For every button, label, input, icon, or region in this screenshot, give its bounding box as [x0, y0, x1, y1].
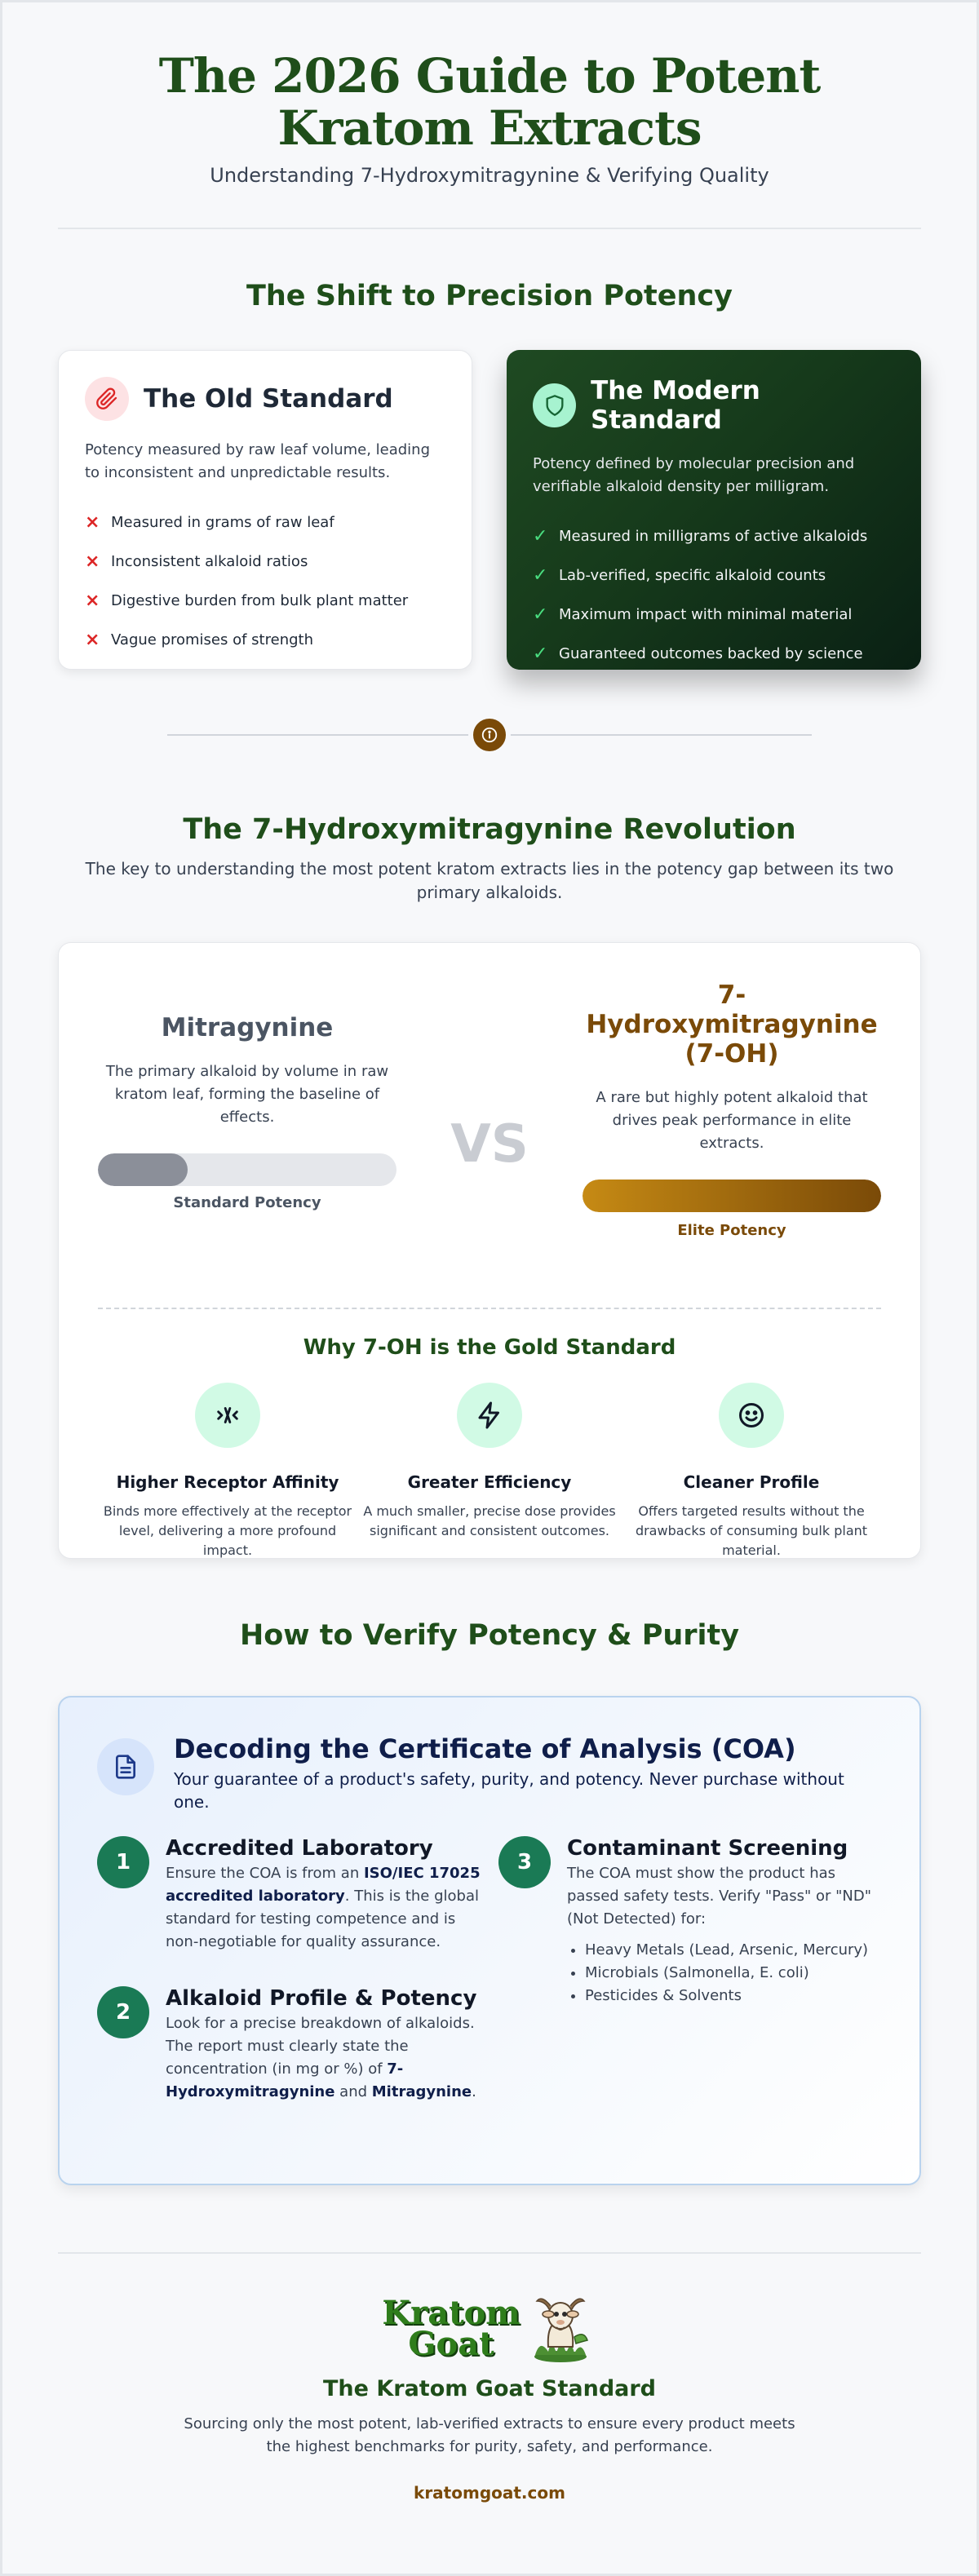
step-accredited-lab: 1 Accredited Laboratory Ensure the COA is from an ISO/IEC 17025 accredited laboratory. This is the global standard for testing competence and is non-negotiable for quality assurance. — [97, 1836, 481, 1954]
modern-standard-card — [507, 350, 921, 670]
step-number: 3 — [498, 1836, 551, 1888]
revolution-section-title: The 7-Hydroxymitragynine Revolution — [183, 813, 796, 846]
why-title: Why 7-OH is the Gold Standard — [303, 1335, 676, 1360]
mitragynine-description: The primary alkaloid by volume in raw kratom leaf, forming the baseline of effects. — [105, 1063, 389, 1126]
list-item: × Vague promises of strength — [85, 629, 313, 650]
hero-header — [58, 2, 921, 187]
benefit-receptor-affinity: Higher Receptor Affinity Binds more effectively at the receptor level, delivering a more profound impact. — [98, 1383, 357, 1560]
hydroxymitragynine-description: A rare but highly potent alkaloid that drives peak performance in elite extracts. — [596, 1089, 868, 1152]
section-divider — [58, 714, 921, 756]
step-alkaloid-profile: 2 Alkaloid Profile & Potency Look for a precise breakdown of alkaloids. The report must clearly state the concentration (in mg or %) of 7-Hydroxymitragynine and Mitragynine. — [97, 1986, 481, 2104]
old-standard-list — [85, 502, 445, 659]
list-item: • Microbials (Salmonella, E. coli) — [585, 1962, 882, 1985]
list-item: ✓ Maximum impact with minimal material — [533, 604, 853, 625]
mitragynine-title: Mitragynine — [161, 1013, 334, 1042]
footer — [58, 2291, 921, 2503]
shift-section-title: The Shift to Precision Potency — [246, 280, 733, 312]
modern-standard-title: The Modern Standard — [591, 376, 760, 435]
coa-card — [58, 1696, 921, 2185]
dashed-divider — [98, 1308, 881, 1309]
lightning-icon — [457, 1383, 522, 1448]
x-icon: × — [85, 511, 100, 533]
paperclip-icon — [85, 377, 129, 421]
footer-divider — [58, 2252, 921, 2254]
goat-mascot-icon — [524, 2290, 597, 2368]
list-item: × Digestive burden from bulk plant matter — [85, 590, 409, 611]
alkaloid-comparison-card — [58, 942, 921, 1559]
header-divider — [58, 228, 921, 229]
x-icon: × — [85, 629, 100, 650]
check-icon: ✓ — [533, 643, 548, 664]
hydroxymitragynine-panel — [583, 980, 881, 1239]
benefit-clean-profile: Cleaner Profile Offers targeted results without the drawbacks of consuming bulk plant material. — [622, 1383, 881, 1560]
list-item: ✓ Lab-verified, specific alkaloid counts — [533, 564, 826, 586]
coa-subtitle: Your guarantee of a product's safety, purity, and potency. Never purchase without one. — [174, 1769, 844, 1812]
hydroxymitragynine-potency-bar — [583, 1180, 881, 1212]
info-icon — [468, 714, 511, 756]
check-icon: ✓ — [533, 604, 548, 625]
step-contaminant-screening: 3 Contaminant Screening The COA must show the product has passed safety tests. Verify "Pass" or "ND" (Not Detected) for: • Heavy Metals (Lead, Arsenic, Mercury) • Microbials (Salmonella, E. coli) • Pesticides & Solvents — [498, 1836, 882, 2007]
check-icon: ✓ — [533, 525, 548, 547]
hydroxymitragynine-title: 7- Hydroxymitragynine (7-OH) — [586, 980, 878, 1069]
website-link[interactable]: kratomgoat.com — [414, 2483, 565, 2503]
list-item: • Heavy Metals (Lead, Arsenic, Mercury) — [585, 1939, 882, 1962]
versus-label: VS — [450, 1114, 529, 1175]
x-icon: × — [85, 590, 100, 611]
list-item: × Measured in grams of raw leaf — [85, 511, 334, 533]
mitragynine-panel — [98, 980, 396, 1211]
list-item: × Inconsistent alkaloid ratios — [85, 551, 308, 572]
document-icon — [97, 1738, 154, 1795]
benefit-efficiency: Greater Efficiency A much smaller, precise dose provides significant and consistent outcomes. — [360, 1383, 619, 1560]
old-standard-card — [58, 350, 472, 670]
coa-title: Decoding the Certificate of Analysis (COA) — [174, 1733, 796, 1764]
check-icon: ✓ — [533, 564, 548, 586]
modern-standard-description: Potency defined by molecular precision and verifiable alkaloid density per milligram. — [533, 455, 855, 495]
footer-title: The Kratom Goat Standard — [322, 2376, 657, 2401]
modern-standard-list — [533, 516, 895, 673]
receptor-icon — [195, 1383, 260, 1448]
list-item: ✓ Measured in milligrams of active alkaloids — [533, 525, 868, 547]
footer-text: Sourcing only the most potent, lab-verified extracts to ensure every product meets the highest benchmarks for purity, safety, and performance. — [184, 2415, 795, 2455]
old-standard-description: Potency measured by raw leaf volume, leading to inconsistent and unpredictable results. — [85, 441, 431, 481]
x-icon: × — [85, 551, 100, 572]
hydroxymitragynine-potency-label: Elite Potency — [677, 1222, 786, 1239]
shield-icon — [533, 383, 576, 427]
mitragynine-potency-bar — [98, 1153, 396, 1186]
old-standard-title: The Old Standard — [144, 384, 393, 414]
revolution-intro: The key to understanding the most potent kratom extracts lies in the potency gap between its two primary alkaloids. — [85, 859, 894, 902]
smile-icon — [719, 1383, 784, 1448]
why-benefits — [98, 1383, 881, 1560]
page-subtitle: Understanding 7-Hydroxymitragynine & Verifying Quality — [210, 164, 769, 187]
mitragynine-potency-label: Standard Potency — [173, 1194, 321, 1211]
step-number: 1 — [97, 1836, 149, 1888]
standards-comparison — [58, 350, 921, 670]
contaminant-list — [567, 1939, 882, 2007]
page-title: The 2026 Guide to Potent Kratom Extracts — [158, 48, 821, 156]
list-item: • Pesticides & Solvents — [585, 1985, 882, 2007]
list-item: ✓ Guaranteed outcomes backed by science — [533, 643, 863, 664]
brand-logo: Kratom Goat — [58, 2291, 921, 2366]
step-number: 2 — [97, 1986, 149, 2038]
verify-section-title: How to Verify Potency & Purity — [239, 1619, 740, 1652]
